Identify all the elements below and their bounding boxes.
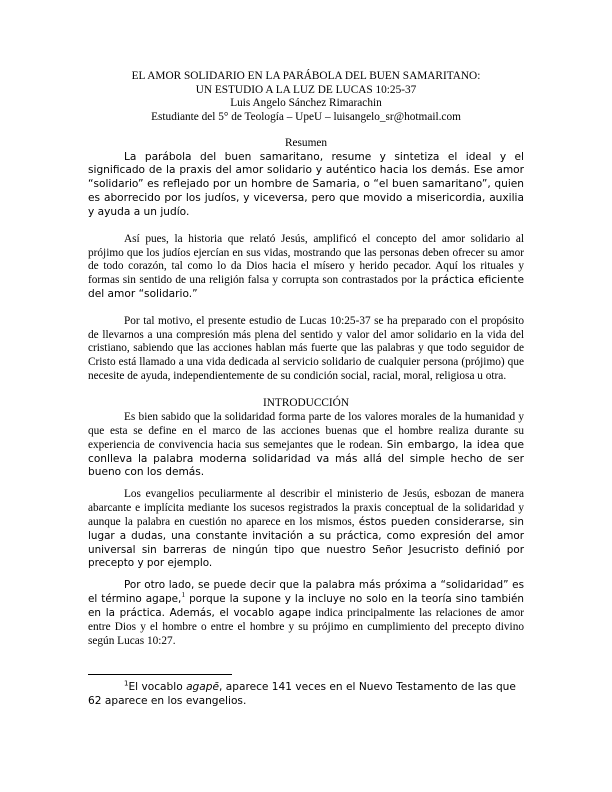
abstract-paragraph-2-ending: práctica eficiente del amor “solidario.” xyxy=(88,274,525,301)
abstract-paragraph-3: Por tal motivo, el presente estudio de Lucas 10:25-37 se ha preparado con el propósito de llevarnos a una compresión más plena del sentido y valor del amor solidario en la vida del cristiano, sabiendo que las acciones hablan más fuerte que las palabras y que todo seguidor de Cristo está llamado a una vida dedicada al servicio solidario de cualquier persona (prójimo) que necesite de ayuda, independientemente de su condición social, racial, moral, religiosa u otra. xyxy=(88,314,524,382)
intro-paragraph-3-middle: porque la supone y la incluye no solo en la teoría sino también en la práctica. Además, el vocablo agape xyxy=(88,593,524,620)
intro-paragraph-3-start: Por otro lado, se puede decir que la palabra más próxima a “solidaridad” es el término agape, xyxy=(88,579,524,606)
footnote-marker: 1 xyxy=(124,679,129,688)
author-affiliation: Estudiante del 5° de Teología – UpeU – luisangelo_sr@hotmail.com xyxy=(151,111,461,124)
intro-paragraph-3 xyxy=(88,579,524,648)
footnote-term: agapē xyxy=(186,681,220,693)
abstract-paragraph-1: La parábola del buen samaritano, resume y sintetiza el ideal y el significado de la praxis del amor solidario y auténtico hacia los demás. Ese amor “solidario” es reflejado por un hombre de Samaria, o “el buen samaritano”, quien es aborrecido por los judíos, y viceversa, pero que movido a misericordia, auxilia y ayuda a un judío. xyxy=(88,150,524,219)
abstract-paragraph-2-text: Así pues, la historia que relató Jesús, amplificó el concepto del amor solidario al prójimo que los judíos ejercían en sus vidas, mostrando que las personas deben ofrecer su amor de todo corazón, tal como lo da Dios hacia el mísero y herido pecador. Aquí los rituales y formas sin sentido de una religión falsa y corrupta son contrastados por la xyxy=(88,233,524,287)
intro-paragraph-2 xyxy=(88,488,524,571)
abstract-paragraph-2 xyxy=(88,233,524,302)
footnote-text-after: , aparece 141 veces en el Nuevo Testamento de las que 62 aparece en los evangelios. xyxy=(88,681,516,707)
intro-paragraph-3-ending: indica principalmente las relaciones de amor entre Dios y el hombre o entre el hombre y su prójimo en cumplimiento del precepto divino según Lucas 10:27. xyxy=(88,607,524,647)
intro-paragraph-2-ending: éstos pueden considerarse, sin lugar a dudas, una constante invitación a su práctica, como expresión del amor universal sin barreras de ningún tipo que nuestro Señor Jesucristo definió por precepto y por ejemplo. xyxy=(88,515,524,570)
title-line-2: UN ESTUDIO A LA LUZ DE LUCAS 10:25-37 xyxy=(195,83,417,96)
author-name: Luis Angelo Sánchez Rimarachin xyxy=(230,97,382,110)
title-line-1: EL AMOR SOLIDARIO EN LA PARÁBOLA DEL BUEN SAMARITANO: xyxy=(131,70,481,82)
intro-paragraph-1 xyxy=(88,411,524,480)
document-header xyxy=(88,70,524,125)
abstract-heading: Resumen xyxy=(284,136,328,149)
intro-paragraph-2-text: Los evangelios peculiarmente al describir el ministerio de Jesús, esbozan de manera abarcante e implícita mediante los sucesos registrados la praxis conceptual de la solidaridad y aunque la palabra en cuestión no aparece en los mismos, xyxy=(88,488,524,528)
footnote-separator xyxy=(88,674,232,675)
footnote-reference[interactable]: 1 xyxy=(181,590,186,600)
footnote-text-before: El vocablo xyxy=(128,681,187,693)
intro-paragraph-1-text: Es bien sabido que la solidaridad forma parte de los valores morales de la humanidad y que esta se define en el marco de las acciones buenas que el hombre realiza durante su experiencia de convivencia hacia sus semejantes que le rodean. xyxy=(88,411,524,451)
footnote xyxy=(88,680,524,708)
introduction-heading: INTRODUCCIÓN xyxy=(263,397,349,410)
intro-paragraph-1-ending: Sin embargo, la idea que conlleva la palabra moderna solidaridad va más allá del simple hecho de ser bueno con los demás. xyxy=(88,438,525,479)
